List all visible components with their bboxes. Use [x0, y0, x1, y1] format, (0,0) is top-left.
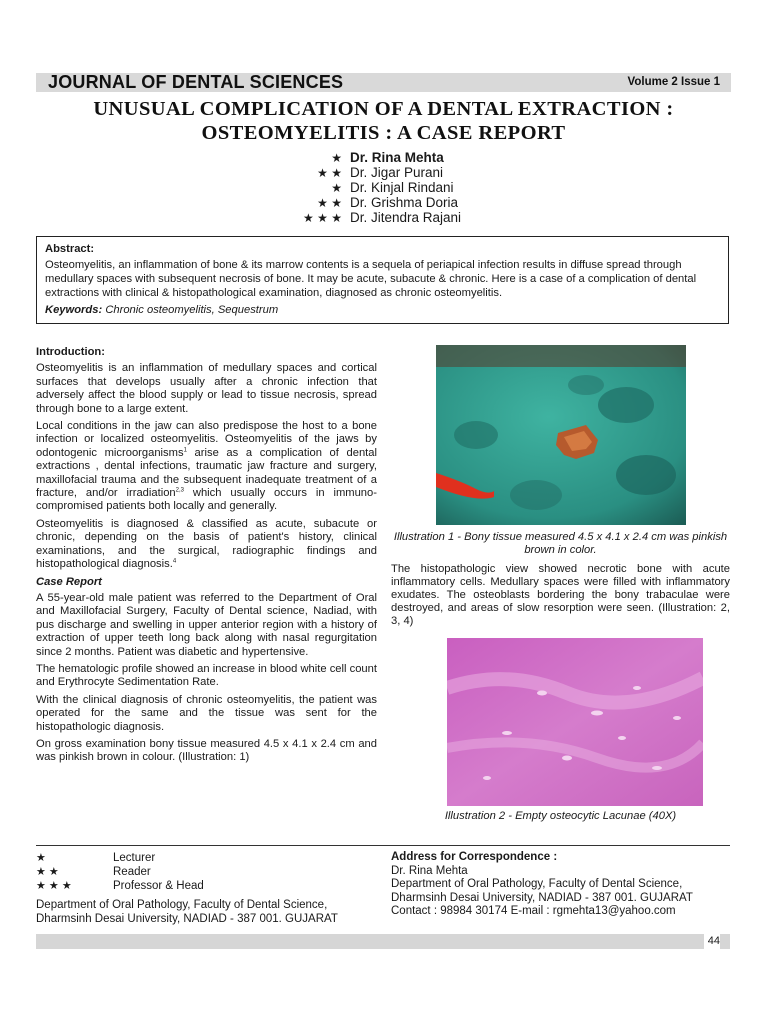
author-name: Dr. Jigar Purani	[350, 165, 444, 180]
department-line-1: Department of Oral Pathology, Faculty of Dental Science,	[36, 899, 328, 911]
footer-divider	[36, 845, 730, 846]
volume-issue: Volume 2 Issue 1	[627, 76, 720, 88]
abstract-label: Abstract:	[45, 243, 95, 255]
star-icon: ★	[36, 852, 46, 864]
histopathology-paragraph: The histopathologic view showed necrotic bone with acute inflammatory cells. Medullary spaces were filled with inflammatory exudates. The osteoblasts bordering the bony trabaculae were destroyed, and areas of slow resorption were seen. (Illustration: 2, 3, 4)	[391, 563, 730, 627]
author-list	[250, 150, 550, 225]
star-icon: ★	[331, 150, 342, 165]
author-item	[250, 180, 550, 195]
page-number: 44	[704, 934, 720, 949]
article-title-line-1: UNUSUAL COMPLICATION OF A DENTAL EXTRACTION :	[93, 98, 674, 120]
star-icon: ★ ★ ★	[36, 880, 72, 892]
citation-superscript: 2,3	[175, 487, 184, 494]
article-title-line-2: OSTEOMYELITIS : A CASE REPORT	[201, 122, 566, 144]
correspondence-label: Address for Correspondence :	[391, 851, 558, 863]
illustration-1-photo	[436, 345, 686, 525]
micrograph-image	[447, 638, 703, 806]
correspondence-block	[391, 851, 731, 919]
illustration-2-caption: Illustration 2 - Empty osteocytic Lacunae (40X)	[444, 810, 677, 822]
author-item	[250, 195, 550, 210]
case-paragraph-1: A 55-year-old male patient was referred to the Department of Oral and Maxillofacial Surgery, Faculty of Dental science, Nadiad, with pus discharge and swelling in upper anterior region with a history of extraction of upper teeth long back along with nasal regurgitation since 2 months. Patient was diabetic and hypertensive.	[36, 591, 377, 658]
correspondence-name: Dr. Rina Mehta	[391, 864, 468, 877]
author-item	[250, 210, 550, 225]
role-item: ★ ★ Reader	[36, 866, 151, 878]
intro-paragraph-3: Osteomyelitis is diagnosed & classified as acute, subacute or chronic, depending on the basis of patient's history, clinical examinations, and the surgical, radiographic findings and histopathological diagnosis.$^4$	[36, 517, 377, 571]
intro-paragraph-2: Local conditions in the jaw can also predispose the host to a bone infection or localized osteomyelitis. Osteomyelitis of the jaws by odontogenic microorganisms$^1$ arise as a complication of dental extractions , dental infections, traumatic jaw fracture and surgery, maxillofacial trauma and the subsequent inadequate treatment of a fracture, and/or irradiation$^{2,3}$ which usually occurs in immuno-compromised patients both locally and generally.	[36, 420, 377, 513]
page-footer-bar	[36, 934, 730, 949]
abstract-box	[36, 236, 729, 324]
author-name: Dr. Kinjal Rindani	[350, 180, 454, 195]
intro-heading: Introduction:	[36, 346, 105, 358]
left-column	[36, 346, 377, 769]
intro-paragraph-1: Osteomyelitis is an inflammation of medullary spaces and cortical surfaces that develops usually after a chronic infection that adversely affect the blood supply or lead to tissue necrosis, spread through bone to a large extent.	[36, 362, 377, 415]
illustration-1-caption: Illustration 1 - Bony tissue measured 4.5 x 4.1 x 2.4 cm was pinkish brown in color.	[393, 531, 728, 556]
correspondence-address-2: Dharmsinh Desai University, NADIAD - 387 001. GUJARAT	[391, 891, 693, 904]
correspondence-address-1: Department of Oral Pathology, Faculty of Dental Science,	[391, 878, 683, 890]
correspondence-contact: Contact : 98984 30174 E-mail : rgmehta13@yahoo.com	[391, 905, 676, 917]
role-item: ★ Lecturer	[36, 852, 156, 864]
case-report-heading: Case Report	[36, 575, 102, 588]
citation-superscript: 4	[172, 558, 177, 565]
abstract-text: Osteomyelitis, an inflammation of bone & its marrow contents is a sequela of periapical infection results in diffuse spread through medullary spaces with subsequent necrosis of bone. It may be acute, subacute & chronic. Here is a case of a complication of dental extractions with clinical & histopathological examination, diagnosed as chronic osteomyelitis.	[45, 259, 697, 299]
author-name: Dr. Grishma Doria	[350, 195, 459, 210]
case-paragraph-2: The hematologic profile showed an increase in blood white cell count and Erythrocyte Sedimentation Rate.	[36, 662, 377, 689]
author-name: Dr. Jitendra Rajani	[350, 210, 462, 225]
star-icon: ★ ★	[317, 195, 342, 210]
case-paragraph-3: With the clinical diagnosis of chronic osteomyelitis, the patient was operated for the same and the tissue was sent for the histopathologic diagnosis.	[36, 693, 377, 733]
department-line-2: Dharmsinh Desai University, NADIAD - 387 001. GUJARAT	[36, 913, 338, 925]
journal-title: JOURNAL OF DENTAL SCIENCES	[48, 72, 344, 92]
author-name: Dr. Rina Mehta	[350, 150, 444, 165]
illustration-2-photo	[447, 638, 703, 806]
author-roles-block	[36, 851, 376, 926]
role-item: ★ ★ ★ Professor & Head	[36, 880, 204, 892]
case-paragraph-4: On gross examination bony tissue measured 4.5 x 4.1 x 2.4 cm and was pinkish brown in colour. (Illustration: 1)	[36, 737, 377, 764]
keywords-line	[45, 303, 720, 317]
author-item	[250, 150, 550, 165]
star-icon: ★ ★	[36, 866, 59, 878]
keywords-text: Chronic osteomyelitis, Sequestrum	[105, 304, 279, 316]
star-icon: ★	[331, 180, 342, 195]
keywords-label: Keywords:	[45, 304, 103, 316]
author-item	[250, 165, 550, 180]
star-icon: ★ ★	[317, 165, 342, 180]
star-icon: ★ ★ ★	[303, 210, 342, 225]
citation-superscript: 1	[183, 447, 187, 454]
specimen-photo-image	[436, 345, 686, 525]
